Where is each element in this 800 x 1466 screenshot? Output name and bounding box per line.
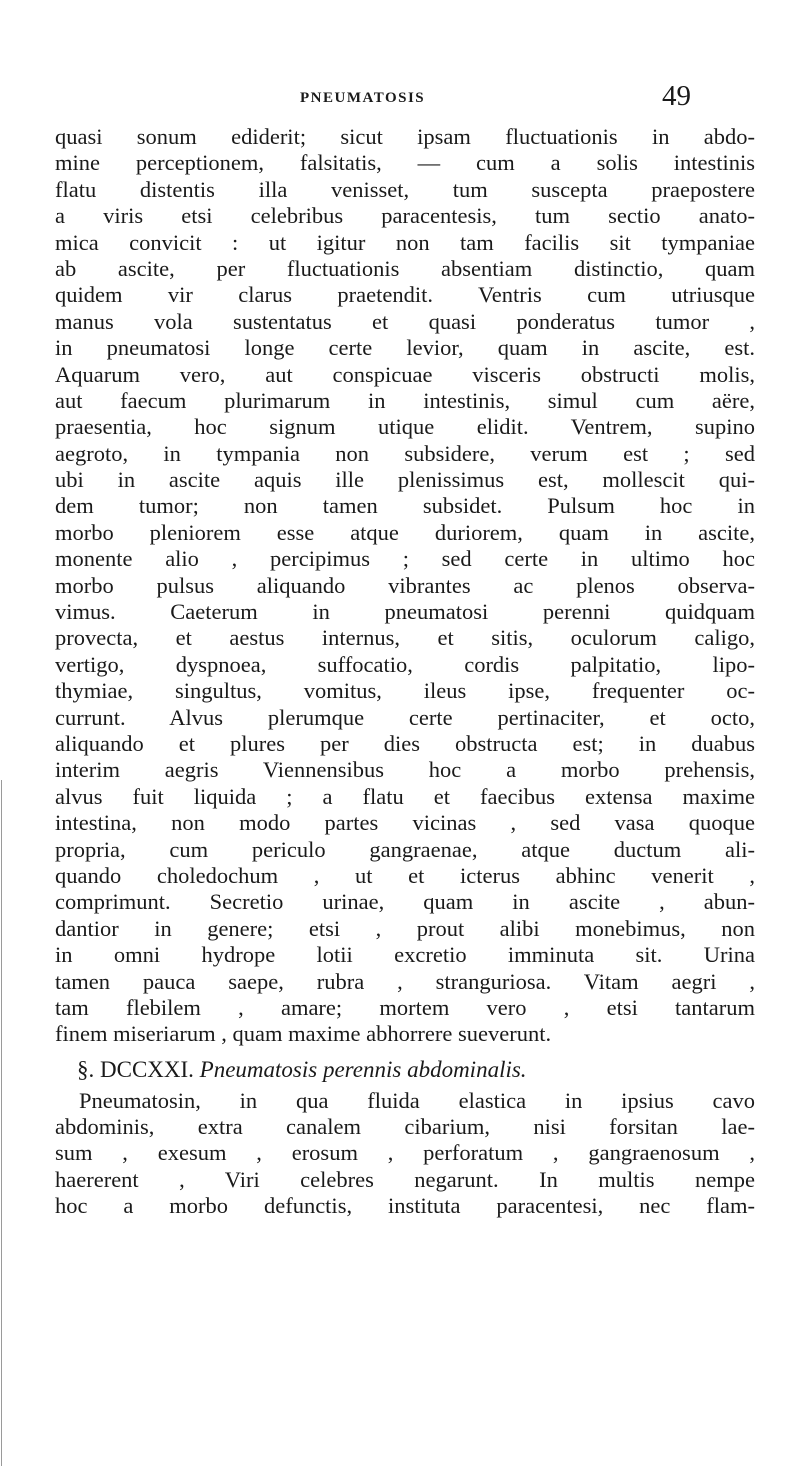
text-line: sum , exesum , erosum , perforatum , gangraenosum , — [55, 1140, 755, 1166]
text-line: monente alio , percipimus ; sed certe in ultimo hoc — [55, 546, 755, 572]
text-line: abdominis, extra canalem cibarium, nisi forsitan lae- — [55, 1114, 755, 1140]
text-line: mine perceptionem, falsitatis, — cum a solis intestinis — [55, 150, 755, 176]
text-line: comprimunt. Secretio urinae, quam in ascite , abun- — [55, 889, 755, 915]
text-line: manus vola sustentatus et quasi ponderatus tumor , — [55, 308, 755, 334]
text-line: mica convicit : ut igitur non tam facilis sit tympaniae — [55, 229, 755, 255]
text-line: in pneumatosi longe certe levior, quam in ascite, est. — [55, 335, 755, 361]
text-line: aliquando et plures per dies obstructa est; in duabus — [55, 730, 755, 756]
text-line: ab ascite, per fluctuationis absentiam distinctio, quam — [55, 255, 755, 281]
page-edge-line — [1, 780, 2, 1466]
page-number: 49 — [662, 80, 691, 112]
text-line: propria, cum periculo gangraenae, atque ductum ali- — [55, 836, 755, 862]
text-line: aegroto, in tympania non subsidere, verum est ; sed — [55, 440, 755, 466]
text-line: currunt. Alvus plerumque certe pertinaciter, et octo, — [55, 704, 755, 730]
text-line: flatu distentis illa venisset, tum suscepta praepostere — [55, 176, 755, 202]
text-line: quando choledochum , ut et icterus abhinc venerit , — [55, 862, 755, 888]
text-line: quidem vir clarus praetendit. Ventris cum utriusque — [55, 282, 755, 308]
text-line: thymiae, singultus, vomitus, ileus ipse, frequenter oc- — [55, 678, 755, 704]
text-line: provecta, et aestus internus, et sitis, oculorum caligo, — [55, 625, 755, 651]
text-line: vertigo, dyspnoea, suffocatio, cordis palpitatio, lipo- — [55, 651, 755, 677]
text-line: dem tumor; non tamen subsidet. Pulsum hoc in — [55, 493, 755, 519]
text-line: Pneumatosin, in qua fluida elastica in ipsius cavo — [79, 1087, 755, 1113]
page-header — [0, 80, 800, 124]
text-line: in omni hydrope lotii excretio imminuta sit. Urina — [55, 942, 755, 968]
text-line: a viris etsi celebribus paracentesis, tum sectio anato- — [55, 203, 755, 229]
section-heading — [55, 1052, 755, 1088]
text-line: haererent , Viri celebres negarunt. In multis nempe — [55, 1166, 755, 1192]
text-line: intestina, non modo partes vicinas , sed vasa quoque — [55, 810, 755, 836]
body-text — [55, 124, 755, 1220]
text-line: aut faecum plurimarum in intestinis, simul cum aëre, — [55, 387, 755, 413]
text-line: morbo pulsus aliquando vibrantes ac plenos observa- — [55, 572, 755, 598]
text-line: alvus fuit liquida ; a flatu et faecibus extensa maxime — [55, 783, 755, 809]
text-line: finem miseriarum , quam maxime abhorrere sueverunt. — [55, 1021, 552, 1047]
text-line: interim aegris Viennensibus hoc a morbo prehensis, — [55, 757, 755, 783]
paragraph-2 — [55, 1088, 755, 1220]
text-line: dantior in genere; etsi , prout alibi monebimus, non — [55, 915, 755, 941]
text-line: quasi sonum ediderit; sicut ipsam fluctuationis in abdo- — [55, 124, 755, 149]
text-line: vimus. Caeterum in pneumatosi perenni quidquam — [55, 599, 755, 625]
text-line: praesentia, hoc signum utique elidit. Ventrem, supino — [55, 414, 755, 440]
paragraph-1 — [55, 124, 755, 1048]
text-line: tamen pauca saepe, rubra , stranguriosa. Vitam aegri , — [55, 968, 755, 994]
section-number: §. DCCXXI. — [77, 1056, 194, 1082]
text-line: ubi in ascite aquis ille plenissimus est, mollescit qui- — [55, 467, 755, 493]
text-line: morbo pleniorem esse atque duriorem, quam in ascite, — [55, 519, 755, 545]
section-title: Pneumatosis perennis abdominalis. — [199, 1056, 527, 1082]
text-line: hoc a morbo defunctis, instituta paracentesi, nec flam- — [55, 1193, 755, 1219]
text-line: tam flebilem , amare; mortem vero , etsi tantarum — [55, 994, 755, 1020]
running-title: PNEUMATOSIS — [300, 90, 426, 106]
text-line: Aquarum vero, aut conspicuae visceris obstructi molis, — [55, 361, 755, 387]
